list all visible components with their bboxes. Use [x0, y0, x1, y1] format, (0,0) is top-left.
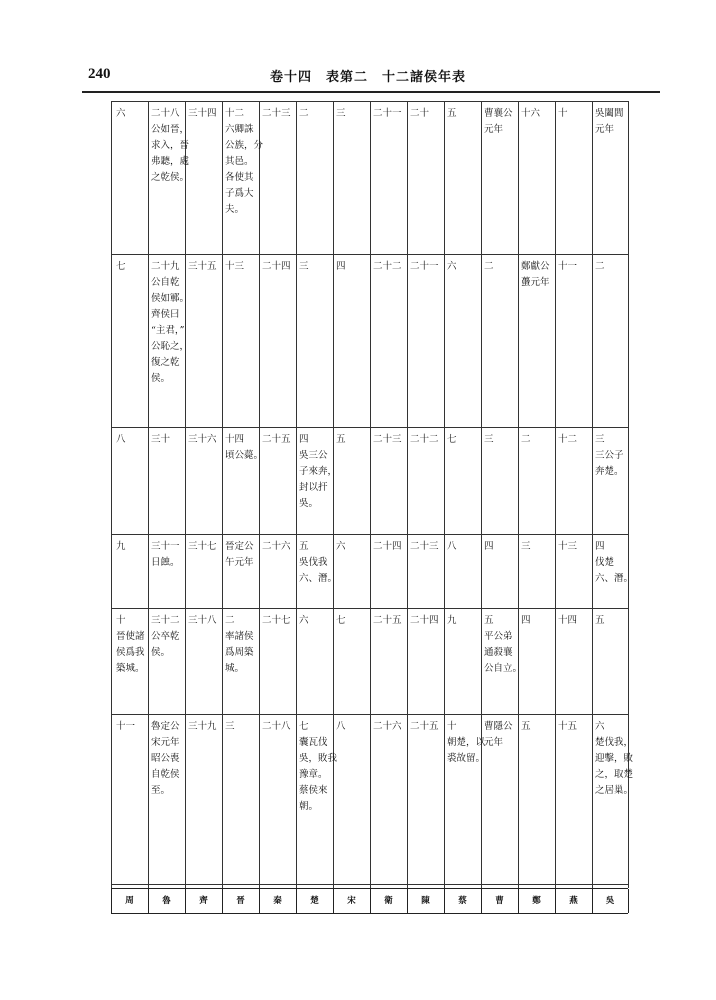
record-cell: 三: [336, 108, 346, 119]
page-number: 240: [88, 66, 111, 82]
record-cell: 鄭獻公 蠆元年: [521, 261, 550, 288]
column-rule: [592, 101, 593, 888]
record-cell: 二 率諸侯 爲周築 城。: [225, 615, 254, 674]
record-cell: 晉定公 午元年: [225, 541, 254, 568]
record-cell: 三: [484, 434, 494, 445]
state-label: 宋: [347, 896, 356, 906]
record-cell: 吳闔閭 元年: [595, 108, 624, 135]
state-label: 蔡: [458, 896, 467, 906]
state-label: 曹: [495, 896, 504, 906]
state-name-row: [111, 888, 628, 914]
year-cell: 八: [116, 434, 126, 445]
running-title: 卷十四 表第二 十二諸侯年表: [270, 70, 467, 85]
state-label: 魯: [162, 896, 171, 906]
record-cell: 二十五: [373, 615, 402, 626]
record-cell: 曹隱公 元年: [484, 721, 513, 748]
column-rule: [555, 101, 556, 888]
record-cell: 五: [595, 615, 605, 626]
year-cell: 十 晉使諸 侯爲我 築城。: [116, 615, 145, 674]
record-cell: 二十三: [410, 541, 439, 552]
record-cell: 七 囊瓦伐 吳，敗我 豫章。 蔡侯來 朝。: [299, 721, 338, 812]
record-cell: 二: [521, 434, 531, 445]
column-rule: [222, 101, 223, 888]
record-cell: 六: [447, 261, 457, 272]
year-cell: 六: [116, 108, 126, 119]
state-label: 齊: [199, 896, 208, 906]
year-cell: 十一: [116, 721, 136, 732]
year-cell: 七: [116, 261, 126, 272]
record-cell: 三十二 公卒乾 侯。: [151, 615, 180, 658]
state-label: 晉: [236, 896, 245, 906]
record-cell: 二十二: [373, 261, 402, 272]
record-cell: 六: [336, 541, 346, 552]
year-cell: 九: [116, 541, 126, 552]
state-label: 燕: [569, 896, 578, 906]
record-cell: 七: [447, 434, 457, 445]
record-cell: 十五: [558, 721, 578, 732]
record-cell: 二十二: [410, 434, 439, 445]
state-label: 吳: [605, 896, 615, 906]
column-rule: [518, 101, 519, 888]
record-cell: 十: [558, 108, 568, 119]
column-rule: [370, 101, 371, 888]
record-cell: 五 吳伐我 六、潛。: [299, 541, 338, 584]
record-cell: 六 楚伐我， 迎擊，敗 之，取楚 之居巢。: [595, 721, 634, 796]
record-cell: 二: [299, 108, 309, 119]
state-label: 衛: [384, 896, 393, 906]
record-cell: 二十四: [262, 261, 291, 272]
record-cell: 八: [336, 721, 346, 732]
record-cell: 三十六: [188, 434, 217, 445]
record-cell: 二十三: [373, 434, 402, 445]
record-cell: 六: [299, 615, 309, 626]
record-cell: 二十四: [410, 615, 439, 626]
record-cell: 四 伐楚 六、潛。: [595, 541, 634, 584]
record-cell: 二十三: [262, 108, 291, 119]
record-cell: 十三: [558, 541, 578, 552]
record-cell: 三: [521, 541, 531, 552]
record-cell: 二十六: [262, 541, 291, 552]
column-rule: [407, 101, 408, 888]
record-cell: 四: [336, 261, 346, 272]
state-label: 陳: [421, 896, 430, 906]
record-cell: 三十: [151, 434, 171, 445]
state-label: 周: [125, 896, 134, 906]
state-label: 楚: [310, 896, 319, 906]
state-label: 秦: [273, 896, 282, 906]
column-rule: [296, 101, 297, 888]
record-cell: 二十七: [262, 615, 291, 626]
column-rule: [444, 101, 445, 888]
record-cell: 五: [336, 434, 346, 445]
record-cell: 三十七: [188, 541, 217, 552]
record-cell: 二十五: [262, 434, 291, 445]
record-cell: 三十一 日蝕。: [151, 541, 180, 568]
column-rule: [148, 101, 149, 888]
record-cell: 五 平公弟 通殺襄 公自立。: [484, 615, 523, 674]
record-cell: 二十四: [373, 541, 402, 552]
record-cell: 二: [595, 261, 605, 272]
record-cell: 五: [521, 721, 531, 732]
record-cell: 四: [521, 615, 531, 626]
column-rule: [185, 101, 186, 888]
record-cell: 十三: [225, 261, 245, 272]
record-cell: 五: [447, 108, 457, 119]
record-cell: 三十九: [188, 721, 217, 732]
record-cell: 二十六: [373, 721, 402, 732]
record-cell: 二十一: [410, 261, 439, 272]
record-cell: 九: [447, 615, 457, 626]
record-cell: 四: [484, 541, 494, 552]
record-cell: 十 朝楚，以 裘故留。: [447, 721, 486, 764]
record-cell: 十四: [558, 615, 578, 626]
record-cell: 三: [225, 721, 235, 732]
record-cell: 三: [299, 261, 309, 272]
column-rule: [259, 101, 260, 888]
record-cell: 七: [336, 615, 346, 626]
record-cell: 二十八: [262, 721, 291, 732]
record-cell: 三十五: [188, 261, 217, 272]
record-cell: 十二 六卿誅 公族，分 其邑。 各使其 子爲大 夫。: [225, 108, 264, 215]
record-cell: 魯定公 宋元年 昭公喪 自乾侯 至。: [151, 721, 180, 796]
record-cell: 三 三公子 奔楚。: [595, 434, 624, 477]
record-cell: 二十: [410, 108, 430, 119]
record-cell: 十一: [558, 261, 578, 272]
column-rule: [111, 101, 112, 888]
record-cell: 十四 頃公薨。: [225, 434, 264, 461]
record-cell: 十六: [521, 108, 541, 119]
record-cell: 二十一: [373, 108, 402, 119]
state-label: 鄭: [532, 896, 541, 906]
record-cell: 三十八: [188, 615, 217, 626]
state-separator: [628, 889, 629, 913]
header-rule: [82, 91, 660, 93]
record-cell: 八: [447, 541, 457, 552]
column-rule: [481, 101, 482, 888]
record-cell: 二十五: [410, 721, 439, 732]
record-cell: 曹襄公 元年: [484, 108, 513, 135]
record-cell: 二十八 公如晉， 求入，晉 弗聽，處 之乾侯。: [151, 108, 190, 183]
record-cell: 二: [484, 261, 494, 272]
record-cell: 十二: [558, 434, 578, 445]
record-cell: 二十九 公自乾 侯如鄆。 齊侯曰 “主君，” 公恥之， 復之乾 侯。: [151, 261, 190, 384]
record-cell: 三十四: [188, 108, 217, 119]
record-cell: 四 吳三公 子來奔， 封以扞 吳。: [299, 434, 338, 509]
